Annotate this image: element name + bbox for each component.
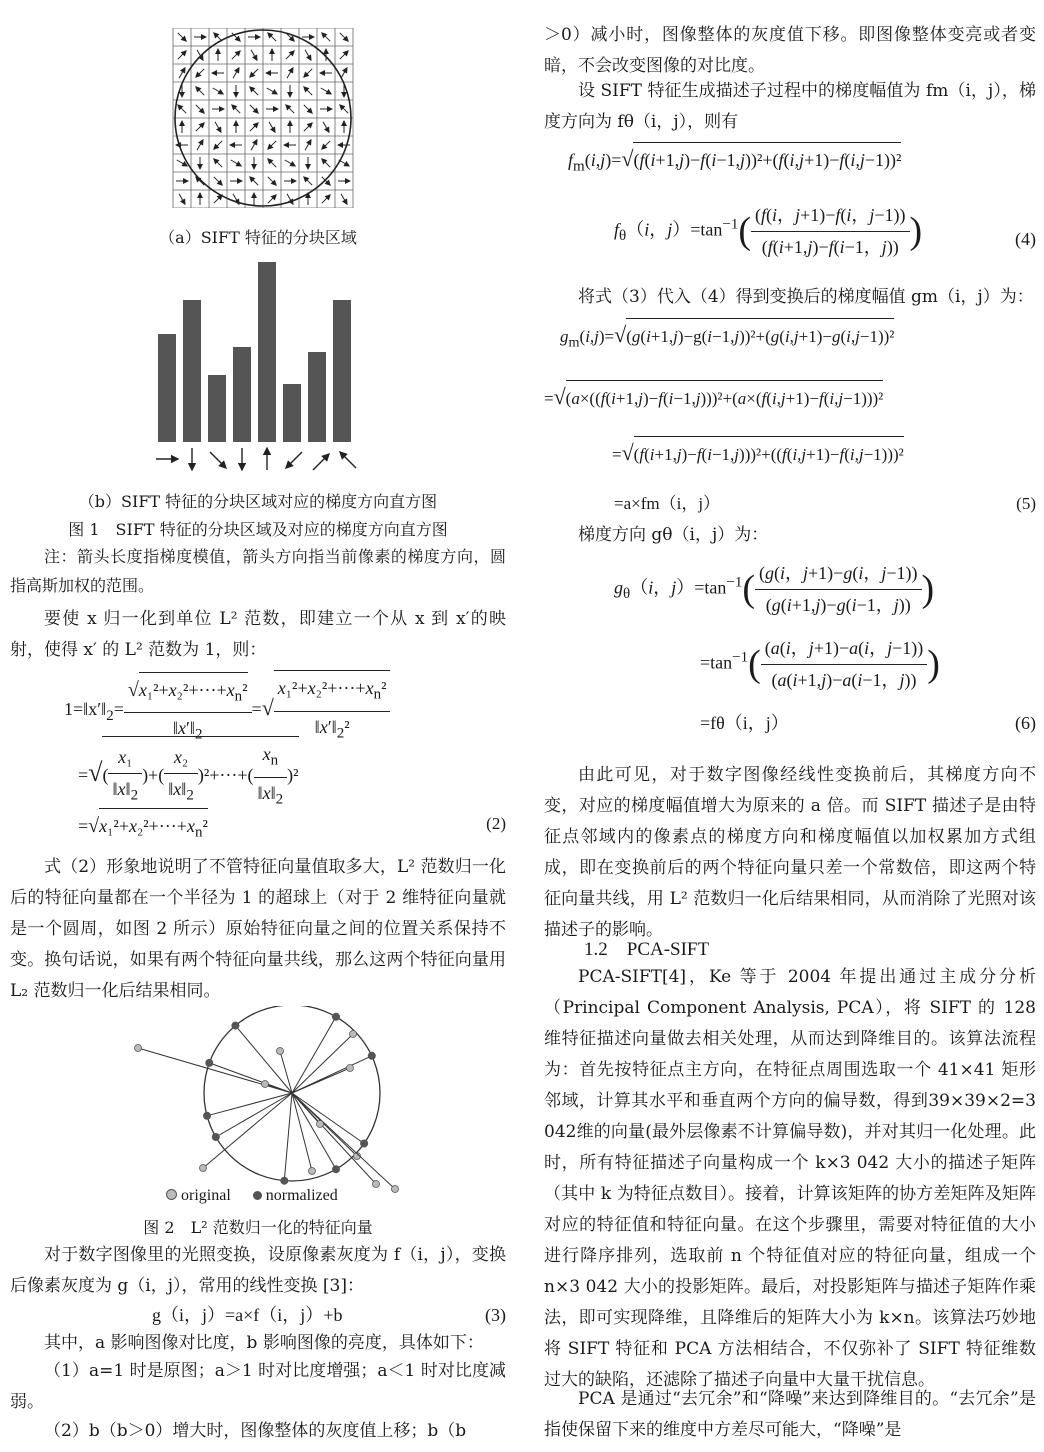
hist-bar-1 [158, 334, 176, 442]
paragraph: 梯度方向 gθ（i，j）为： [578, 525, 769, 545]
gradient-arrow [178, 33, 186, 41]
fig2-legend [166, 1180, 338, 1211]
gradient-arrow [214, 195, 222, 203]
gradient-arrow [251, 50, 257, 60]
gradient-arrow [287, 68, 293, 78]
gradient-arrow [341, 68, 347, 78]
gradient-arrow [340, 51, 348, 59]
gradient-arrow [214, 177, 222, 185]
gradient-arrow [196, 123, 204, 131]
equation-6: $g_\theta(i$，$j)=\tan^{-1}$( $\frac{(g(i,j+1)-g(i,j-1))}{(g(i+1,j)-g(i-1,j))}$ ) $=\tan^{-1}$( $\frac{(a(i,j+1)-a(i,j-1))}{(a(i+1,j)-a(i-1,j))}$ ) =fθ（i，j） (6) [614, 558, 1036, 739]
paragraph: 要使 x 归一化到单位 L² 范数，即建立一个从 x 到 x′的映射，使得 x′ 的 L² 范数为 1，则： [10, 609, 506, 660]
paragraph: （1）a=1 时是原图；a＞1 时对比度增强；a＜1 时对比度减弱。 [10, 1361, 506, 1412]
gradient-arrow [268, 195, 276, 203]
normalized-point [332, 1013, 340, 1021]
figure-note: 注：箭头长度指梯度模值，箭头方向指当前像素的梯度方向，圆指高斯加权的范围。 [10, 547, 506, 595]
paragraph: 对于数字图像里的光照变换，设原像素灰度为 f（i，j），变换后像素灰度为 g（i，j），常用的线性变换 [3]： [10, 1245, 506, 1296]
section-heading: 1.2 PCA-SIFT [584, 939, 710, 960]
gradient-arrow [232, 51, 240, 59]
paragraph: （2）b（b＞0）增大时，图像整体的灰度值上移；b（b [44, 1421, 467, 1441]
gradient-arrow [268, 159, 276, 167]
gradient-arrow [269, 122, 275, 132]
gradient-arrow [250, 177, 258, 185]
original-point [200, 1165, 207, 1172]
legend-normalized-marker [253, 1191, 262, 1200]
hist-bar-3 [208, 375, 226, 442]
gradient-arrow [340, 33, 348, 41]
gradient-arrow [196, 69, 204, 77]
gradient-arrow [250, 105, 258, 113]
fig1a-caption: （a）SIFT 特征的分块区域 [159, 228, 357, 247]
normalized-vectors-figure [120, 1006, 410, 1206]
gradient-arrow [304, 177, 312, 185]
original-point [135, 1045, 142, 1052]
paragraph: 其中，a 影响图像对比度，b 影响图像的亮度，具体如下： [44, 1333, 484, 1353]
fig2-caption: 图 2 L² 范数归一化的特征向量 [143, 1218, 373, 1237]
paragraph: PCA-SIFT[4]，Ke 等于 2004 年提出通过主成分分析（Principal Component Analysis, PCA），将 SIFT 的 128 维特征描述向量做去相关处理，从而达到降维目的。该算法流程为：首先按特征点主方向，在特征点周围选取一个 41×41 矩形邻域，计算其水平和垂直两个方向的偏导数，得到39×39×2=3 042维的向量(最外层像素不计算偏导数)，并对其归一化处理。此时，所有特征描述子向量构成一个 k×3 042 大小的描述子矩阵（其中 k 为特征点数目）。接着，计算该矩阵的协方差矩阵及矩阵对应的特征值和特征向量。在这个步骤里，需要对特征值的大小进行降序排列，选取前 n 个特征值对应的特征向量，组成一个 n×3 042 大小的投影矩阵。最后，对投影矩阵与描述子矩阵作乘法，即可实现降维，且降维后的矩阵大小为 k×n。该算法巧妙地将 SIFT 特征和 PCA 方法相结合，不仅弥补了 SIFT 特征维数过大的缺陷，还滤除了描述子向量中大量干扰信息。 [544, 967, 1036, 1390]
fig1-caption: 图 1 SIFT 特征的分块区域及对应的梯度方向直方图 [68, 520, 448, 539]
gradient-arrow [305, 140, 311, 150]
gradient-arrow [179, 68, 185, 78]
original-point [350, 1031, 357, 1038]
gradient-arrow [322, 195, 330, 203]
gradient-arrow [305, 50, 311, 60]
original-point [277, 1048, 284, 1055]
hist-bar-4 [233, 347, 251, 442]
gradient-arrow [304, 123, 312, 131]
gradient-arrow [196, 87, 204, 95]
gradient-arrow [322, 141, 330, 149]
gradient-arrow [197, 140, 203, 150]
gradient-arrow [233, 194, 239, 204]
gradient-arrow [251, 140, 257, 150]
gradient-arrow [286, 51, 294, 59]
equation-5: $g_m(i,j)=√(g(i+1,j)-g(i-1,j))^2+(g(i,j+1)-g(i,j-1))^2$ =√(a×((f(i+1,j)−f(i−1,j)))²+(a×(f(i,j+1)−f(i,j−1)))² =√(f(i+1,j)−f(i−1,j)))²+((f(i,j+1)−f(i,j−1)))² =a×fm（i，j） (5) [560, 318, 1036, 519]
gradient-arrow [304, 69, 312, 77]
normalized-point [231, 1022, 239, 1030]
hist-bar-5 [258, 262, 276, 442]
gradient-arrow [268, 141, 276, 149]
gradient-arrow [268, 177, 276, 185]
equation-fm: $f_m(i,j)=√(f(i+1,j)-f(i-1,j))^2+(f(i,j+1)-f(i,j-1))^2$ [568, 142, 901, 183]
normalized-point [368, 1052, 376, 1060]
fig1b-caption: （b）SIFT 特征的分块区域对应的梯度方向直方图 [78, 492, 438, 511]
gradient-grid-figure [168, 28, 358, 208]
legend-original-label: original [181, 1187, 231, 1204]
gradient-arrow [213, 88, 223, 94]
gradient-arrow [196, 177, 204, 185]
original-point [309, 1168, 316, 1175]
paragraph: PCA 是通过“去冗余”和“降噪”来达到降维目的。“去冗余”是指使保留下来的维度中方差尽可能大，“降噪”是 [544, 1389, 1036, 1440]
gradient-histogram-figure [150, 256, 370, 476]
hist-bar-8 [333, 300, 351, 442]
hist-bar-6 [283, 384, 301, 442]
gradient-arrow [341, 194, 347, 204]
gradient-arrow [322, 33, 330, 41]
gradient-arrow [268, 33, 276, 41]
gradient-arrow [250, 123, 258, 131]
gradient-arrow [233, 68, 239, 78]
gradient-arrow [304, 87, 312, 95]
paragraph: 式（2）形象地说明了不管特征向量值取多大，L² 范数归一化后的特征向量都在一个半径为 1 的超球上（对于 2 维特征向量就是一个圆周，如图 2 所示）原始特征向量之间的位置关系保持不变。换句话说，如果有两个特征向量共线，那么这两个特征向量用 L₂ 范数归一化后结果相同。 [10, 857, 506, 1001]
gradient-arrow [267, 88, 277, 94]
gradient-arrow [322, 159, 330, 167]
gradient-arrow [285, 160, 295, 166]
gradient-arrow [178, 105, 186, 113]
gradient-arrow [286, 105, 294, 113]
normalized-point [360, 1140, 368, 1148]
equation-4: $f_\theta(i$，$j)=\tan^{-1}$( $\frac{(f(i,j+1)-f(i,j-1))}{(f(i+1,j)-f(i-1,j))}$ ) (4) [614, 200, 1036, 263]
original-point [347, 1065, 354, 1072]
gradient-arrow [214, 141, 222, 149]
gradient-arrow [196, 105, 204, 113]
gradient-arrow [231, 160, 241, 166]
normalized-point [203, 1112, 211, 1120]
normalized-point [332, 1165, 340, 1173]
equation-number: (2) [486, 814, 506, 833]
paragraph: 设 SIFT 特征生成描述子过程中的梯度幅值为 fm（i，j），梯度方向为 fθ（i，j），则有 [544, 81, 1036, 132]
original-point [317, 1121, 324, 1128]
legend-normalized-label: normalized [265, 1187, 338, 1204]
gradient-arrow [214, 33, 222, 41]
gradient-arrow [232, 105, 240, 113]
gradient-arrow [178, 51, 186, 59]
gradient-arrow [250, 69, 258, 77]
gradient-arrow [323, 122, 329, 132]
paragraph: ＞0）减小时，图像整体的灰度值下移。即图像整体变亮或者变暗，不会改变图像的对比度。 [544, 25, 1036, 76]
normalized-point [205, 1059, 213, 1067]
equation-2: $1=‖x'‖_2=$ $\frac{√x_1^2+x_2^2+\cdot\cdot\cdot+x_n^2}{‖x'‖_2}$ =√ $\frac{x_1^2+x_2^2+\cdot\cdot\cdot+x_n^2}{‖x'‖_2^2}$ =√( $\frac{\text{x₁}}{‖x‖_2}$ )+( $\frac{\text{x₂}}{‖x‖_2}$ )²+···+( $\frac{x_n}{‖x‖_2}$ )² $=√x_1^2+x_2^2+\cdot\cdot\cdot+x_n^2$ (2) [64, 670, 506, 849]
legend-original-marker [166, 1189, 177, 1200]
gradient-arrow [304, 105, 312, 113]
gradient-arrow [339, 160, 349, 166]
gradient-arrow [179, 194, 185, 204]
hist-bar-7 [308, 352, 326, 442]
normalized-point [212, 1133, 220, 1141]
hist-bar-2 [183, 300, 201, 442]
gradient-arrow [340, 105, 348, 113]
gradient-arrow [321, 88, 331, 94]
gradient-arrow [215, 122, 221, 132]
original-point [392, 1186, 399, 1193]
gradient-arrow [214, 159, 222, 167]
original-point [262, 1081, 269, 1088]
paragraph: 将式（3）代入（4）得到变换后的梯度幅值 gm（i，j）为： [578, 287, 1034, 307]
gradient-arrow [322, 177, 330, 185]
original-point [373, 1181, 380, 1188]
paragraph: 由此可见，对于数字图像经线性变换前后，其梯度方向不变，对应的梯度幅值增大为原来的 a 倍。而 SIFT 描述子是由特征点邻域内的像素点的梯度方向和梯度幅值以加权累加方式组成，即在变换前后的两个特征向量只差一个常数倍，即这两个特征向量共线，用 L² 范数归一化后结果相同，从而消除了光照对该描述子的影响。 [544, 765, 1036, 940]
gradient-arrow [250, 87, 258, 95]
